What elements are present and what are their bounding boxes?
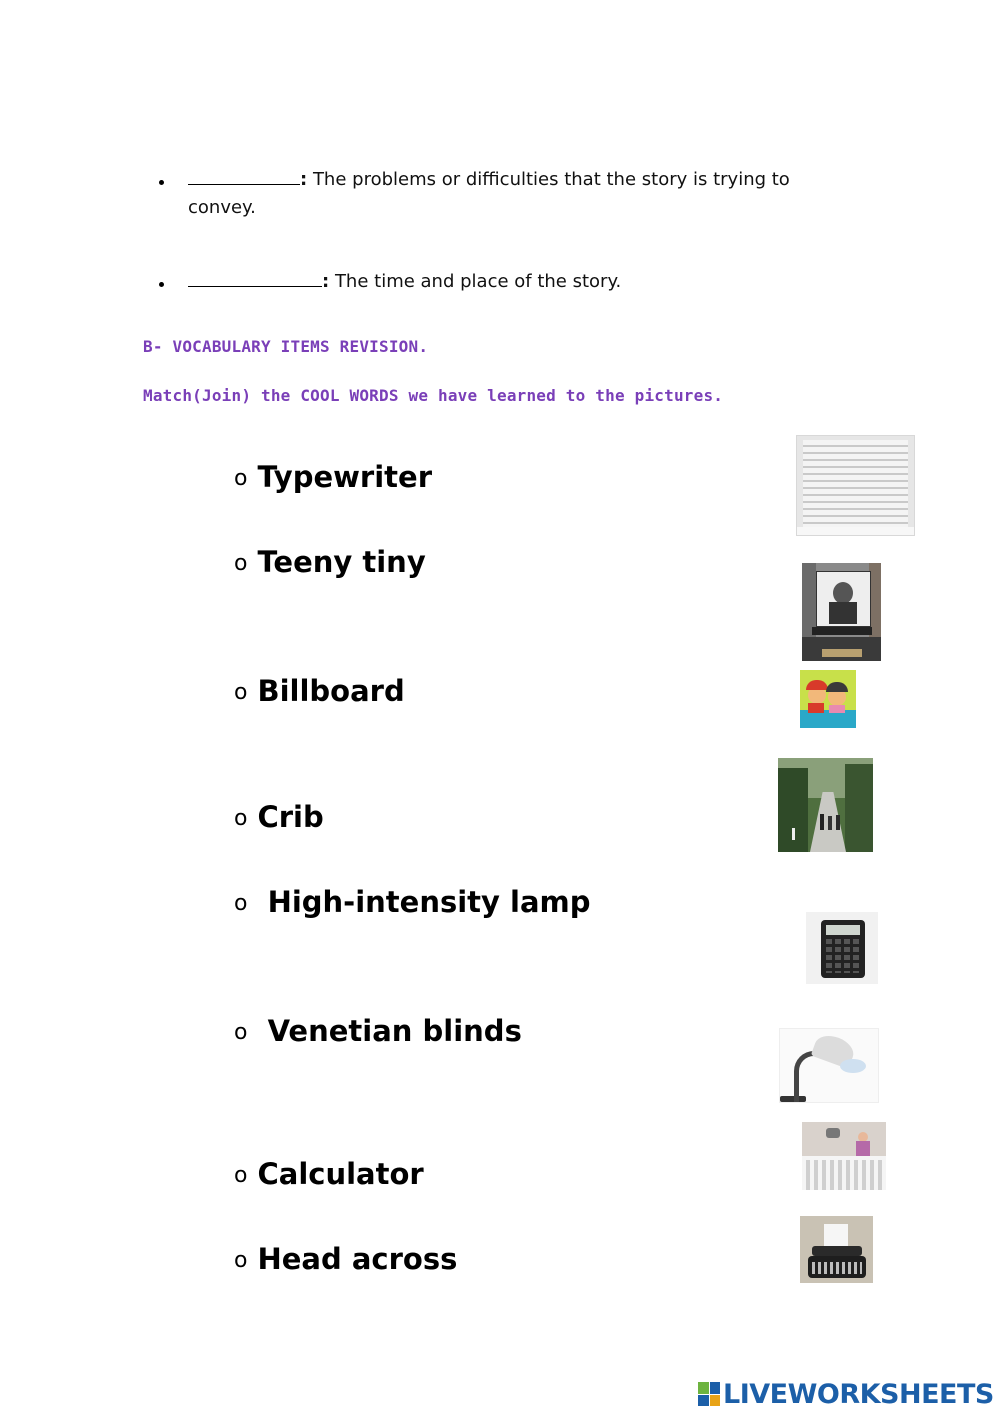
vocab-word[interactable]: o High-intensity lamp [234,885,591,919]
definition-text: The time and place of the story. [334,271,622,292]
vocab-word[interactable]: o Venetian blinds [234,1014,522,1048]
high-intensity-lamp-picture[interactable] [779,1028,879,1103]
venetian-blinds-picture[interactable] [796,435,915,536]
bullet [159,180,164,185]
teeny-tiny-cartoon-picture[interactable] [800,670,856,728]
vocab-word[interactable]: o Crib [234,800,324,834]
liveworksheets-logo [698,1378,994,1410]
billboard-picture[interactable] [802,563,881,661]
section-heading: B- VOCABULARY ITEMS REVISION. [143,337,429,356]
definition-colon: : [322,271,330,292]
vocab-word[interactable]: o Typewriter [234,460,433,494]
definition-colon: : [300,169,308,190]
head-across-path-picture[interactable] [778,758,873,852]
vocab-word[interactable]: o Calculator [234,1157,424,1191]
typewriter-picture[interactable] [800,1216,873,1283]
bullet [159,282,164,287]
definition-theme [188,166,868,222]
definition-text-continued: convey. [188,197,256,218]
definition-text: The problems or difficulties that the story is trying to [312,169,790,190]
answer-blank[interactable] [188,268,322,287]
liveworksheets-logo-text: LIVEWORKSHEETS [723,1378,994,1410]
calculator-picture[interactable] [806,912,878,984]
answer-blank[interactable] [188,166,300,185]
vocab-word[interactable]: o Head across [234,1242,458,1276]
section-instruction: Match(Join) the COOL WORDS we have learned to the pictures. [143,386,724,405]
liveworksheets-logo-icon [698,1382,720,1406]
vocab-word[interactable]: o Teeny tiny [234,545,426,579]
definition-setting [188,268,868,296]
vocab-word[interactable]: o Billboard [234,674,405,708]
crib-picture[interactable] [802,1122,886,1190]
